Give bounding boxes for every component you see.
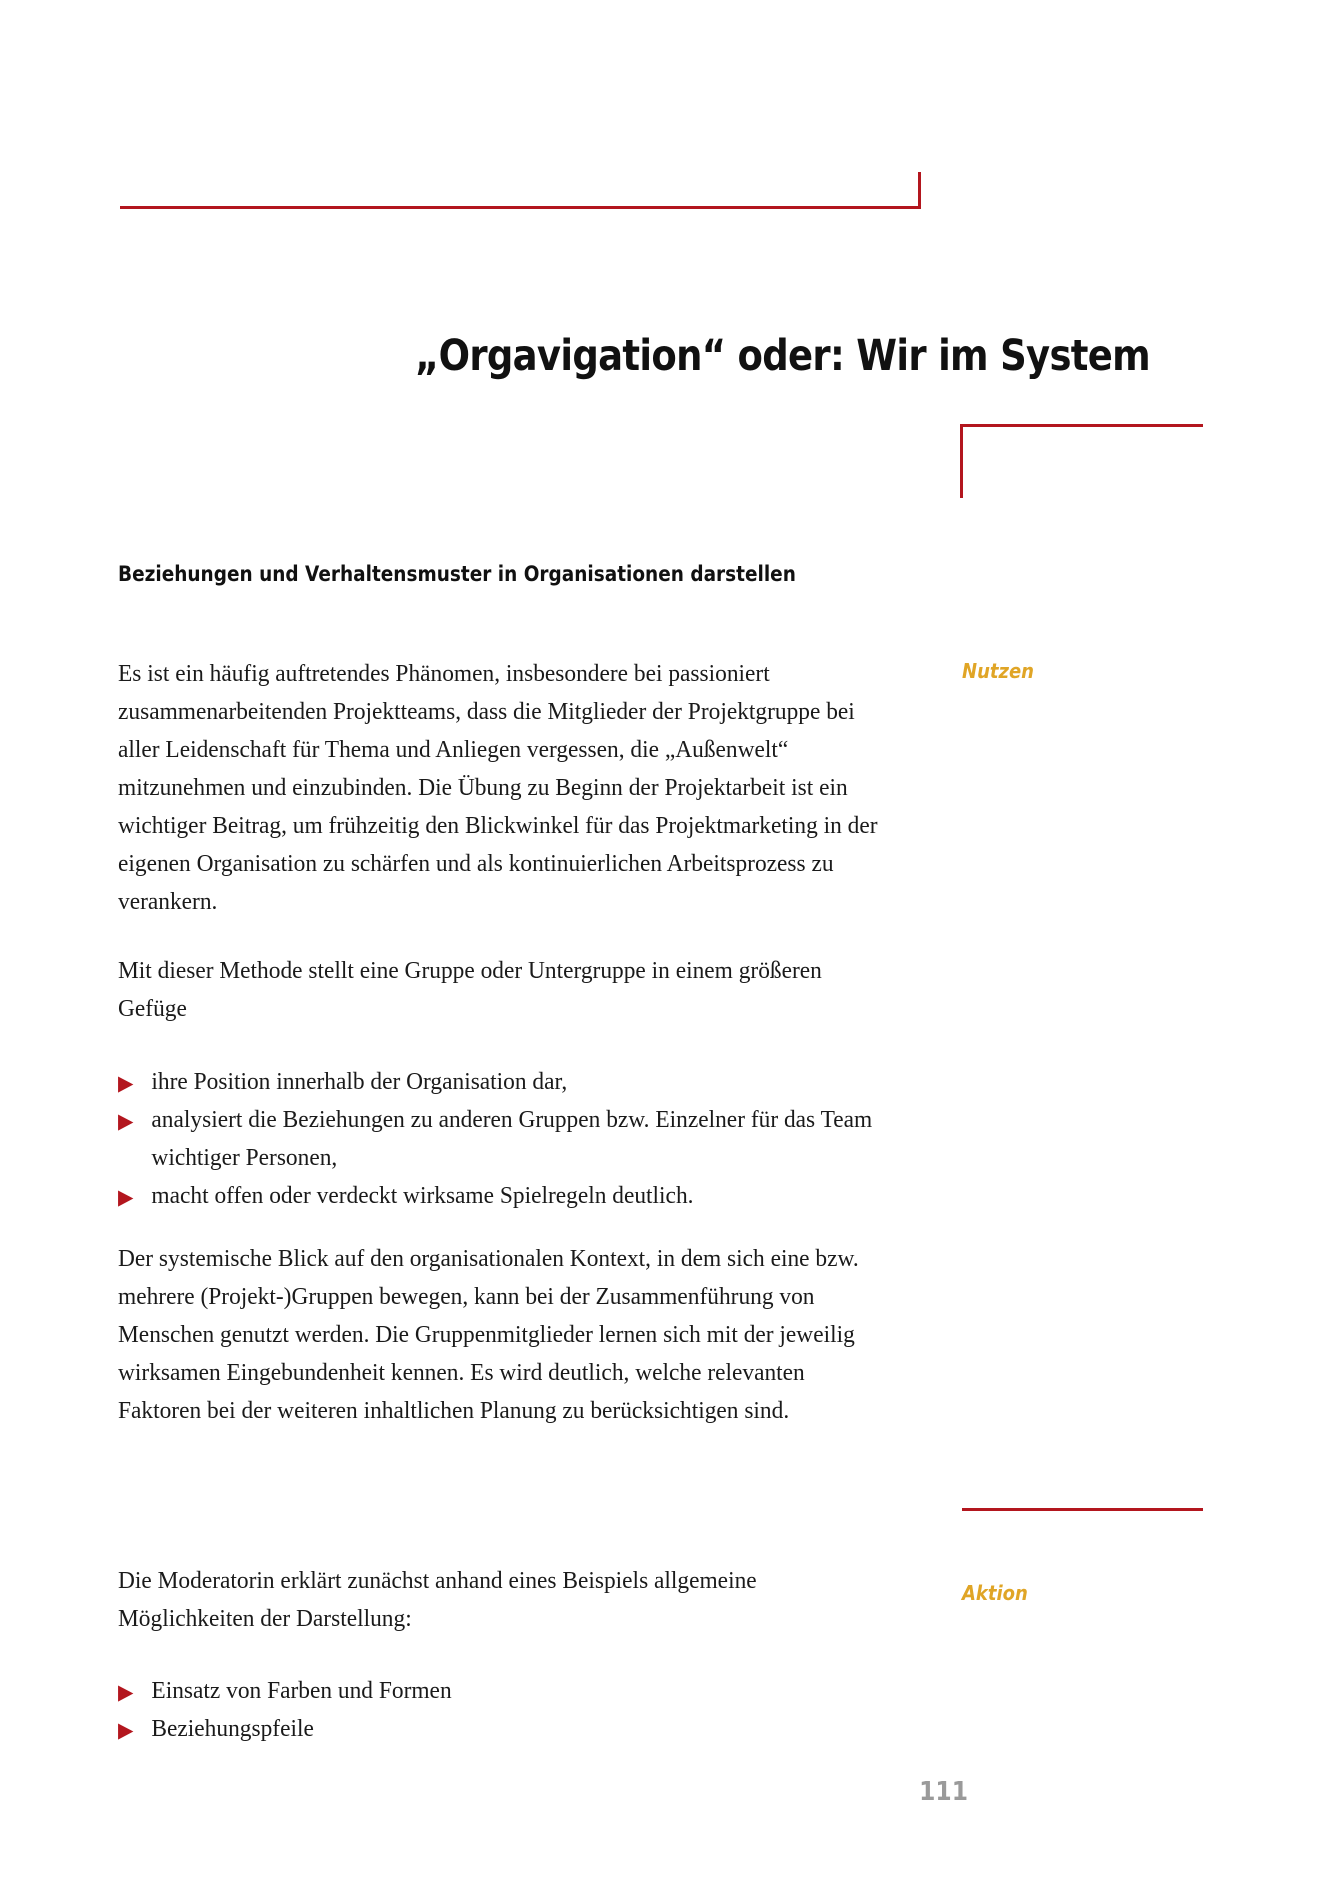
list-item-label: Einsatz von Farben und Formen	[151, 1677, 452, 1704]
paragraph-block-2	[118, 952, 928, 1028]
list-item	[118, 1177, 892, 1215]
paragraph-block-1	[118, 655, 928, 921]
list-item	[118, 1063, 892, 1101]
page-title: „Orgavigation“ oder: Wir im System	[414, 330, 1150, 381]
bullet-list-methode	[118, 1063, 928, 1215]
bullet-arrow-icon: ▶	[118, 1109, 134, 1133]
bullet-arrow-icon: ▶	[118, 1680, 134, 1704]
margin-bracket-horizontal-rule	[960, 424, 1203, 427]
list-item	[118, 1101, 892, 1177]
paragraph-text: Es ist ein häufig auftretendes Phänomen, insbesondere bei passioniert zusammenarbeitenden Projektteams, dass die Mitglieder der Projektgruppe bei aller Leidenschaft für Thema und Anliegen vergessen, die „Außenwelt“ mitzunehmen und einzubinden. Die Übung zu Beginn der Projektarbeit ist ein wichtiger Beitrag, um frühzeitig den Blickwinkel für das Projektmarketing in der eigenen Organisation zu schärfen und als kontinuierlichen Arbeitsprozess zu verankern.	[118, 660, 878, 915]
main-text-column	[118, 0, 928, 1904]
list-item-label: macht offen oder verdeckt wirksame Spielregeln deutlich.	[151, 1182, 694, 1209]
bullet-list-darstellung	[118, 1672, 928, 1748]
section-subheading: Beziehungen und Verhaltensmuster in Organisationen darstellen	[118, 562, 796, 587]
margin-bracket-vertical-rule	[960, 424, 963, 498]
paragraph-text: Die Moderatorin erklärt zunächst anhand eines Beispiels allgemeine Möglichkeiten der Darstellung:	[118, 1567, 757, 1632]
aktion-separator-rule	[962, 1508, 1203, 1511]
bullet-arrow-icon: ▶	[118, 1185, 134, 1209]
bullet-arrow-icon: ▶	[118, 1718, 134, 1742]
list-item	[118, 1710, 892, 1748]
list-item-label: analysiert die Beziehungen zu anderen Gruppen bzw. Einzelner für das Team wichtiger Personen,	[151, 1106, 873, 1171]
list-item	[118, 1672, 892, 1710]
page-number: 111	[919, 1777, 968, 1807]
list-item-label: ihre Position innerhalb der Organisation dar,	[151, 1068, 568, 1095]
paragraph-text: Der systemische Blick auf den organisationalen Kontext, in dem sich eine bzw. mehrere (Projekt-)Gruppen bewegen, kann bei der Zusammenführung von Menschen genutzt werden. Die Gruppenmitglieder lernen sich mit der jeweilig wirksamen Eingebundenheit kennen. Es wird deutlich, welche relevanten Faktoren bei der weiteren inhaltlichen Planung zu berücksichtigen sind.	[118, 1245, 859, 1424]
paragraph-block-3	[118, 1240, 928, 1430]
paragraph-text: Mit dieser Methode stellt eine Gruppe oder Untergruppe in einem größeren Gefüge	[118, 957, 822, 1022]
list-item-label: Beziehungspfeile	[151, 1715, 314, 1742]
margin-label-nutzen: Nutzen	[962, 659, 1034, 683]
paragraph-block-4	[118, 1562, 928, 1638]
bullet-arrow-icon: ▶	[118, 1071, 134, 1095]
margin-label-aktion: Aktion	[962, 1581, 1028, 1605]
